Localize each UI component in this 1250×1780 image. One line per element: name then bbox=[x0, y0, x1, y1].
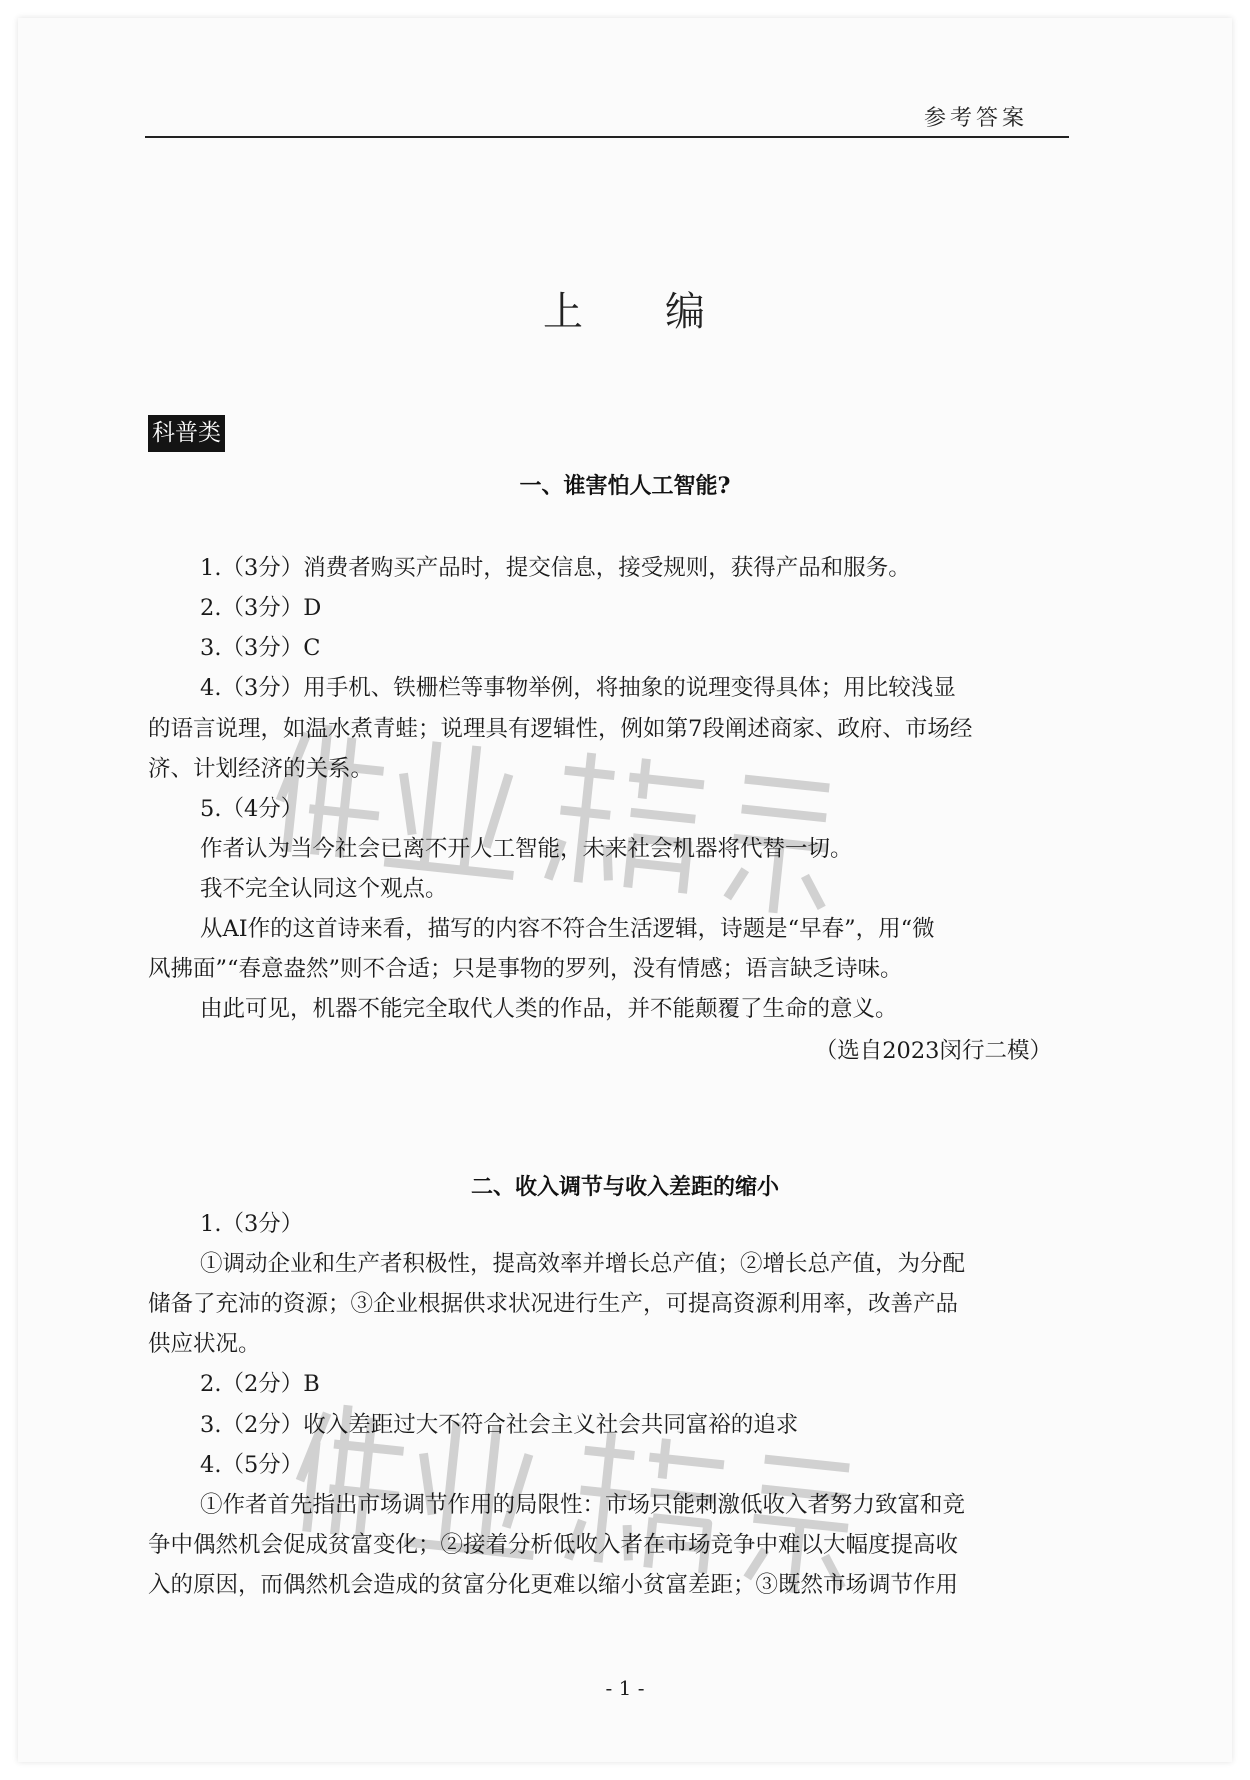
answer-line: 1.（3分） bbox=[200, 1211, 304, 1237]
section1-title: 一、谁害怕人工智能? bbox=[519, 473, 731, 499]
answer-line: 争中偶然机会促成贫富变化；②接着分析低收入者在市场竞争中难以大幅度提高收 bbox=[148, 1532, 959, 1558]
answer-line: 风拂面”“春意盎然”则不合适；只是事物的罗列，没有情感；语言缺乏诗味。 bbox=[148, 956, 903, 982]
part-title-char2: 编 bbox=[665, 289, 707, 335]
category-tag: 科普类 bbox=[148, 415, 225, 452]
header-rule bbox=[145, 136, 1069, 138]
header-label: 参考答案 bbox=[924, 106, 1029, 131]
source-note: （选自2023闵行二模） bbox=[814, 1038, 1052, 1064]
answer-line: 4.（5分） bbox=[200, 1452, 304, 1478]
answer-line: 5.（4分） bbox=[200, 796, 304, 822]
answer-line: 4.（3分）用手机、铁栅栏等事物举例，将抽象的说理变得具体；用比较浅显 bbox=[200, 675, 956, 701]
answer-line: 济、计划经济的关系。 bbox=[148, 756, 374, 782]
answer-line: 由此可见，机器不能完全取代人类的作品，并不能颠覆了生命的意义。 bbox=[200, 996, 898, 1022]
page-number: - 1 - bbox=[605, 1676, 645, 1700]
answer-line: ①作者首先指出市场调节作用的局限性：市场只能刺激低收入者努力致富和竞 bbox=[200, 1492, 966, 1518]
answer-line: 供应状况。 bbox=[148, 1331, 261, 1357]
answer-line: 1.（3分）消费者购买产品时，提交信息，接受规则，获得产品和服务。 bbox=[200, 555, 911, 581]
section2-title: 二、收入调节与收入差距的缩小 bbox=[470, 1174, 779, 1200]
answer-line: 3.（3分）C bbox=[200, 635, 321, 661]
answer-line: 2.（2分）B bbox=[200, 1371, 320, 1397]
part-title-char1: 上 bbox=[543, 289, 585, 335]
answer-line: 2.（3分）D bbox=[200, 595, 322, 621]
answer-line: 储备了充沛的资源；③企业根据供求状况进行生产，可提高资源利用率，改善产品 bbox=[148, 1291, 959, 1317]
answer-line: 从AI作的这首诗来看，描写的内容不符合生活逻辑，诗题是“早春”，用“微 bbox=[200, 916, 935, 942]
part-title bbox=[0, 280, 1250, 337]
answer-line: 3.（2分）收入差距过大不符合社会主义社会共同富裕的追求 bbox=[200, 1412, 799, 1438]
answer-line: 我不完全认同这个观点。 bbox=[200, 876, 448, 902]
answer-line: 入的原因，而偶然机会造成的贫富分化更难以缩小贫富差距；③既然市场调节作用 bbox=[148, 1572, 959, 1598]
answer-line: ①调动企业和生产者积极性，提高效率并增长总产值；②增长总产值，为分配 bbox=[200, 1251, 966, 1277]
answer-line: 作者认为当今社会已离不开人工智能，未来社会机器将代替一切。 bbox=[200, 836, 853, 862]
answer-line: 的语言说理，如温水煮青蛙；说理具有逻辑性，例如第7段阐述商家、政府、市场经 bbox=[148, 716, 973, 742]
